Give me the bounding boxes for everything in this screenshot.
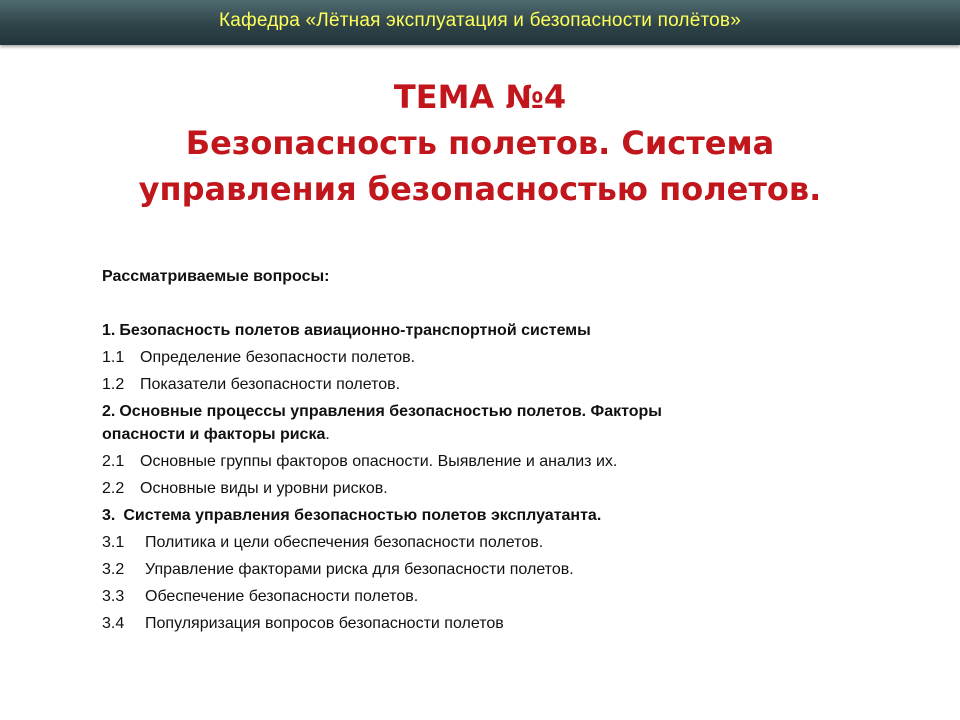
section-text-line-1: Основные процессы управления безопасностью полетов. Факторы: [119, 403, 662, 420]
item-number: 2.2: [102, 480, 125, 497]
item-text: Основные группы факторов опасности. Выявление и анализ их.: [140, 453, 618, 470]
item-number: 1.1: [102, 349, 125, 366]
item-number: 1.2: [102, 376, 125, 393]
section-text: Безопасность полетов авиационно-транспортной системы: [119, 322, 591, 339]
item-text: Обеспечение безопасности полетов.: [145, 588, 419, 605]
list-item: [102, 477, 822, 500]
slide-title: [0, 74, 960, 212]
section-text: Система управления безопасностью полетов эксплуатанта.: [123, 507, 602, 524]
list-item: [102, 531, 822, 554]
section-text-tail: .: [325, 426, 330, 443]
item-text: Определение безопасности полетов.: [140, 349, 416, 366]
section-1: [102, 319, 822, 342]
section-number: 2.: [102, 403, 116, 420]
item-number: 2.1: [102, 453, 125, 470]
section-3: [102, 504, 822, 527]
list-item: [102, 450, 822, 473]
list-item: [102, 558, 822, 581]
section-number: 1.: [102, 322, 116, 339]
questions-heading: Рассматриваемые вопросы:: [102, 268, 330, 285]
list-item: [102, 612, 822, 635]
section-text-line-2: опасности и факторы риска: [102, 426, 326, 443]
item-number: 3.2: [102, 561, 125, 578]
section-2: [102, 400, 822, 446]
questions-list: [102, 265, 822, 639]
item-text: Основные виды и уровни рисков.: [140, 480, 388, 497]
item-text: Показатели безопасности полетов.: [140, 376, 401, 393]
department-title: Кафедра «Лётная эксплуатация и безопасности полётов»: [219, 10, 741, 31]
header-bar: [0, 0, 960, 45]
section-number: 3.: [102, 507, 116, 524]
list-item: [102, 585, 822, 608]
topic-number: ТЕМА №4: [393, 78, 567, 116]
item-number: 3.4: [102, 615, 125, 632]
item-number: 3.3: [102, 588, 125, 605]
item-text: Управление факторами риска для безопасности полетов.: [145, 561, 574, 578]
item-text: Политика и цели обеспечения безопасности полетов.: [145, 534, 544, 551]
topic-title-line-2: управления безопасностью полетов.: [138, 170, 822, 208]
item-text: Популяризация вопросов безопасности полетов: [145, 615, 504, 632]
list-item: [102, 373, 822, 396]
topic-title-line-1: Безопасность полетов. Система: [185, 124, 775, 162]
item-number: 3.1: [102, 534, 125, 551]
list-item: [102, 346, 822, 369]
